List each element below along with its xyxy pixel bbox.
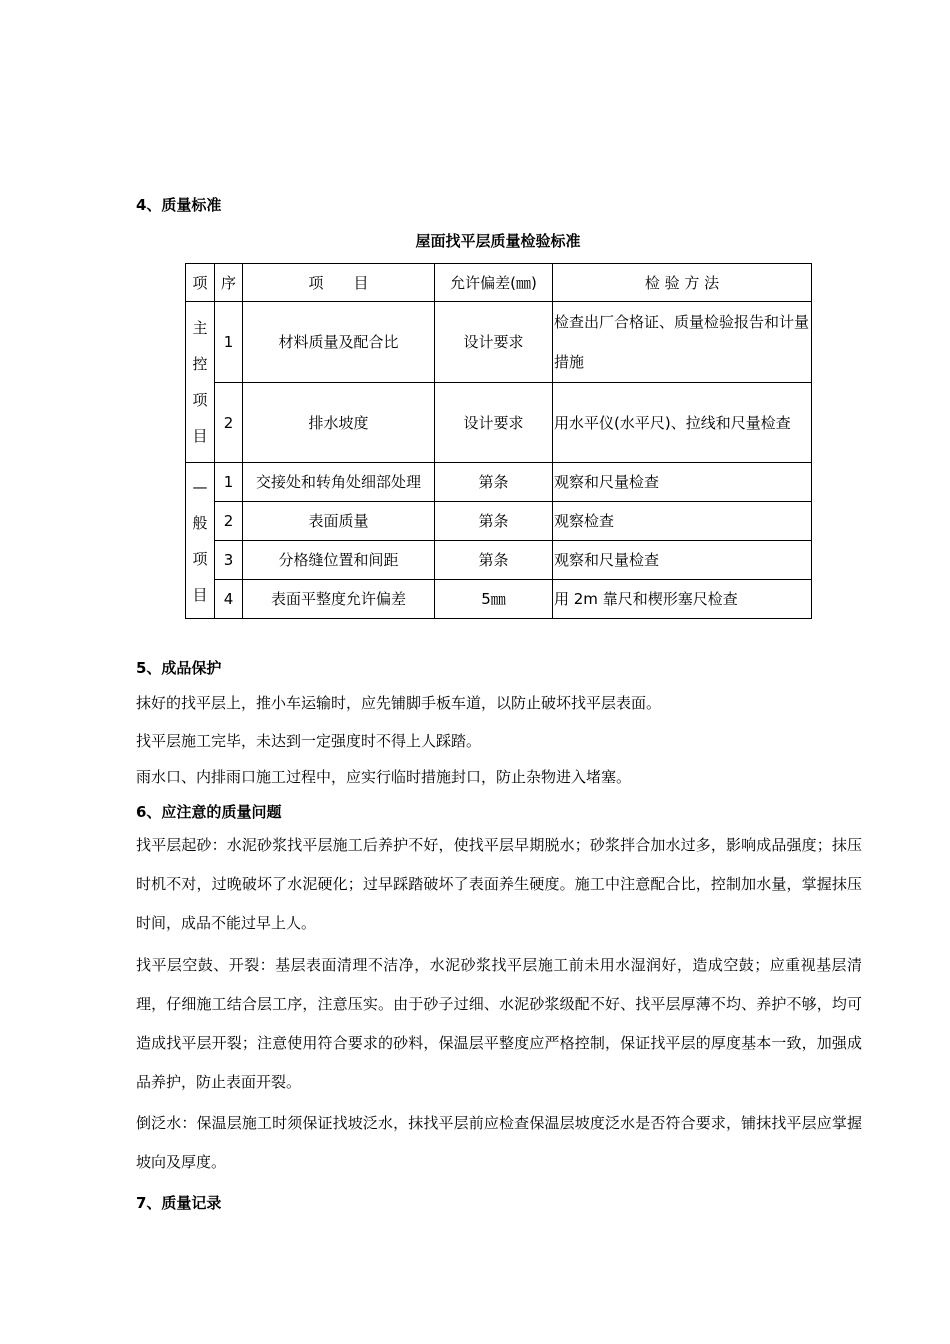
row-method: 观察和尺量检查 — [553, 541, 812, 580]
row-tolerance: 第条 — [435, 463, 553, 502]
section-4-heading: 4、质量标准 — [136, 196, 222, 214]
row-item: 表面平整度允许偏差 — [243, 580, 435, 619]
row-no: 4 — [215, 580, 243, 619]
row-method: 用 2m 靠尺和楔形塞尺检查 — [553, 580, 812, 619]
table-row — [186, 541, 812, 580]
row-item: 交接处和转角处细部处理 — [243, 463, 435, 502]
protection-paragraph: 找平层施工完毕，未达到一定强度时不得上人踩踏。 — [136, 732, 482, 750]
row-tolerance: 设计要求 — [435, 383, 553, 463]
section-6-heading: 6、应注意的质量问题 — [136, 803, 282, 821]
row-item: 分格缝位置和间距 — [243, 541, 435, 580]
row-method: 观察和尺量检查 — [553, 463, 812, 502]
table-row — [186, 463, 812, 502]
row-tolerance: 设计要求 — [435, 302, 553, 383]
section-5-heading: 5、成品保护 — [136, 659, 222, 677]
row-no: 2 — [215, 502, 243, 541]
table-title: 屋面找平层质量检验标准 — [415, 232, 581, 250]
header-tolerance: 允许偏差(㎜) — [435, 264, 553, 302]
table-row — [186, 383, 812, 463]
quality-issue-paragraph: 倒泛水：保温层施工时须保证找坡泛水，抹找平层前应检查保温层坡度泛水是否符合要求，铺抹找平层应掌握坡向及厚度。 — [136, 1114, 862, 1171]
header-item: 项 目 — [243, 264, 435, 302]
row-method: 观察检查 — [553, 502, 812, 541]
row-item: 表面质量 — [243, 502, 435, 541]
table-row — [186, 502, 812, 541]
row-method: 用水平仪(水平尺)、拉线和尺量检查 — [553, 383, 812, 463]
quality-issue-paragraph: 找平层起砂：水泥砂浆找平层施工后养护不好，使找平层早期脱水；砂浆拌合加水过多，影响成品强度；抹压时机不对，过晚破坏了水泥硬化；过早踩踏破坏了表面养生硬度。施工中注意配合比，控制加水量，掌握抹压时间，成品不能过早上人。 — [136, 836, 862, 932]
row-method: 检查出厂合格证、质量检验报告和计量措施 — [553, 302, 812, 383]
protection-paragraph: 抹好的找平层上，推小车运输时，应先铺脚手板车道，以防止破坏找平层表面。 — [136, 694, 662, 712]
header-no: 序 — [215, 264, 243, 302]
section-7-heading: 7、质量记录 — [136, 1194, 222, 1212]
general-group-label: — 般 项 目 — [186, 463, 215, 619]
row-tolerance: 第条 — [435, 541, 553, 580]
row-item: 材料质量及配合比 — [243, 302, 435, 383]
table-header-row — [186, 264, 812, 302]
row-no: 3 — [215, 541, 243, 580]
row-tolerance: 第条 — [435, 502, 553, 541]
header-method: 检 验 方 法 — [553, 264, 812, 302]
row-no: 1 — [215, 302, 243, 383]
quality-issue-paragraph: 找平层空鼓、开裂：基层表面清理不洁净，水泥砂浆找平层施工前未用水湿润好，造成空鼓；应重视基层清理，仔细施工结合层工序，注意压实。由于砂子过细、水泥砂浆级配不好、找平层厚薄不均、养护不够，均可造成找平层开裂；注意使用符合要求的砂料，保温层平整度应严格控制，保证找平层的厚度基本一致，加强成品养护，防止表面开裂。 — [136, 956, 862, 1091]
main-control-group-label: 主 控 项 目 — [186, 302, 215, 463]
row-item: 排水坡度 — [243, 383, 435, 463]
row-tolerance: 5㎜ — [435, 580, 553, 619]
row-no: 2 — [215, 383, 243, 463]
row-no: 1 — [215, 463, 243, 502]
table-row — [186, 302, 812, 383]
protection-paragraph: 雨水口、内排雨口施工过程中，应实行临时措施封口，防止杂物进入堵塞。 — [136, 768, 632, 786]
quality-inspection-table — [185, 263, 812, 619]
table-row — [186, 580, 812, 619]
header-category: 项 — [186, 264, 215, 302]
